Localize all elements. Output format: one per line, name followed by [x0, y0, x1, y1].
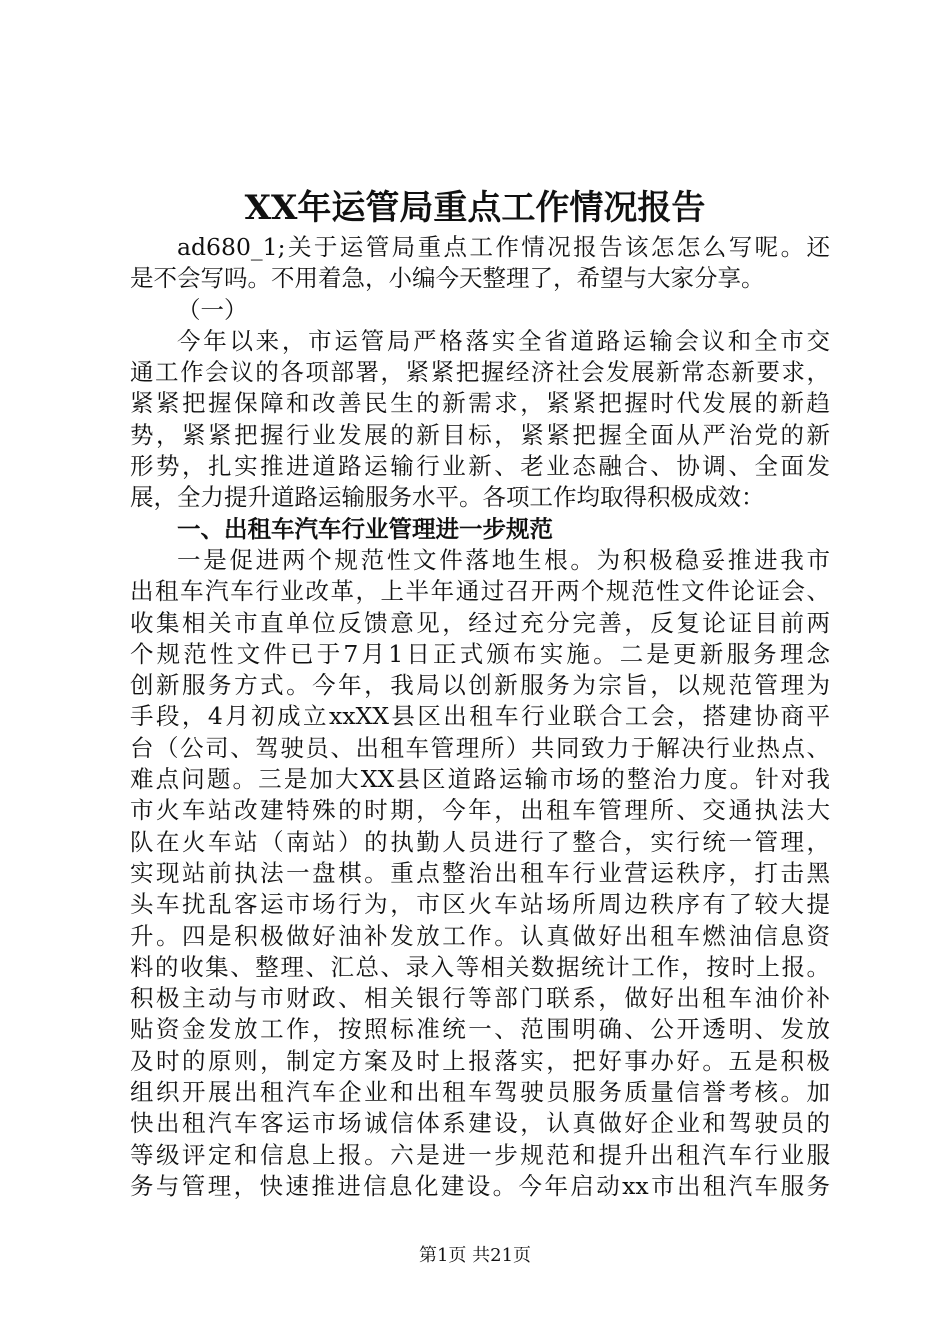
paragraph-line: 一是促进两个规范性文件落地生根。为积极稳妥推进我市 — [177, 545, 830, 574]
page-number: 第1页 共21页 — [418, 1245, 532, 1266]
paragraph-line: 务与管理，快速推进信息化建设。今年启动xx市出租汽车服务 — [130, 1171, 830, 1200]
paragraph-line: ad680_1;关于运管局重点工作情况报告该怎怎么写呢。还 — [177, 233, 830, 261]
paragraph-line: 台（公司、驾驶员、出租车管理所）共同致力于解决行业热点、 — [130, 733, 830, 762]
paragraph-line: 难点问题。三是加大XX县区道路运输市场的整治力度。针对我 — [130, 765, 830, 794]
paragraph-line: 创新服务方式。今年，我局以创新服务为宗旨，以规范管理为 — [130, 671, 830, 700]
paragraph-line: 个规范性文件已于7月1日正式颁布实施。二是更新服务理念 — [130, 639, 830, 668]
paragraph-line: 头车扰乱客运市场行为，市区火车站场所周边秩序有了较大提 — [130, 890, 830, 919]
paragraph-line: 及时的原则，制定方案及时上报落实，把好事办好。五是积极 — [130, 1046, 830, 1075]
document-body — [130, 232, 830, 1202]
paragraph-line: 队在火车站（南站）的执勤人员进行了整合，实行统一管理， — [130, 827, 830, 856]
paragraph-line: 市火车站改建特殊的时期，今年，出租车管理所、交通执法大 — [130, 796, 830, 825]
paragraph-line: 今年以来，市运管局严格落实全省道路运输会议和全市交 — [177, 326, 830, 355]
paragraph-line: 贴资金发放工作，按照标准统一、范围明确、公开透明、发放 — [130, 1015, 830, 1044]
paragraph-line: 收集相关市直单位反馈意见，经过充分完善，反复论证目前两 — [130, 608, 830, 637]
paragraph-line: 料的收集、整理、汇总、录入等相关数据统计工作，按时上报。 — [130, 952, 830, 981]
paragraph-line: 出租车汽车行业改革，上半年通过召开两个规范性文件论证会、 — [130, 577, 830, 606]
paragraph-line: 升。四是积极做好油补发放工作。认真做好出租车燃油信息资 — [130, 921, 830, 950]
paragraph-line: 手段，4月初成立xxXX县区出租车行业联合工会，搭建协商平 — [130, 702, 830, 731]
paragraph-line: 等级评定和信息上报。六是进一步规范和提升出租汽车行业服 — [130, 1140, 830, 1169]
paragraph-line: 紧紧把握保障和改善民生的新需求，紧紧把握时代发展的新趋 — [130, 389, 830, 418]
paragraph-line: 积极主动与市财政、相关银行等部门联系，做好出租车油价补 — [130, 984, 830, 1013]
paragraph-line: 是不会写吗。不用着急，小编今天整理了，希望与大家分享。 — [130, 264, 765, 293]
paragraph-line: 组织开展出租汽车企业和出租车驾驶员服务质量信誉考核。加 — [130, 1078, 830, 1107]
paragraph-line: 形势，扎实推进道路运输行业新、老业态融合、协调、全面发 — [130, 452, 830, 481]
section-heading: 一、出租车汽车行业管理进一步规范 — [177, 514, 553, 543]
paragraph-line: 通工作会议的各项部署，紧紧把握经济社会发展新常态新要求， — [130, 358, 830, 387]
paragraph-line: 实现站前执法一盘棋。重点整治出租车行业营运秩序，打击黑 — [130, 858, 830, 887]
paragraph-line: 展，全力提升道路运输服务水平。各项工作均取得积极成效： — [130, 483, 765, 512]
paragraph-line: 快出租汽车客运市场诚信体系建设，认真做好企业和驾驶员的 — [130, 1109, 830, 1138]
section-number: （一） — [177, 295, 248, 324]
document-title: XX年运管局重点工作情况报告 — [244, 188, 706, 228]
paragraph-line: 势，紧紧把握行业发展的新目标，紧紧把握全面从严治党的新 — [130, 420, 830, 449]
